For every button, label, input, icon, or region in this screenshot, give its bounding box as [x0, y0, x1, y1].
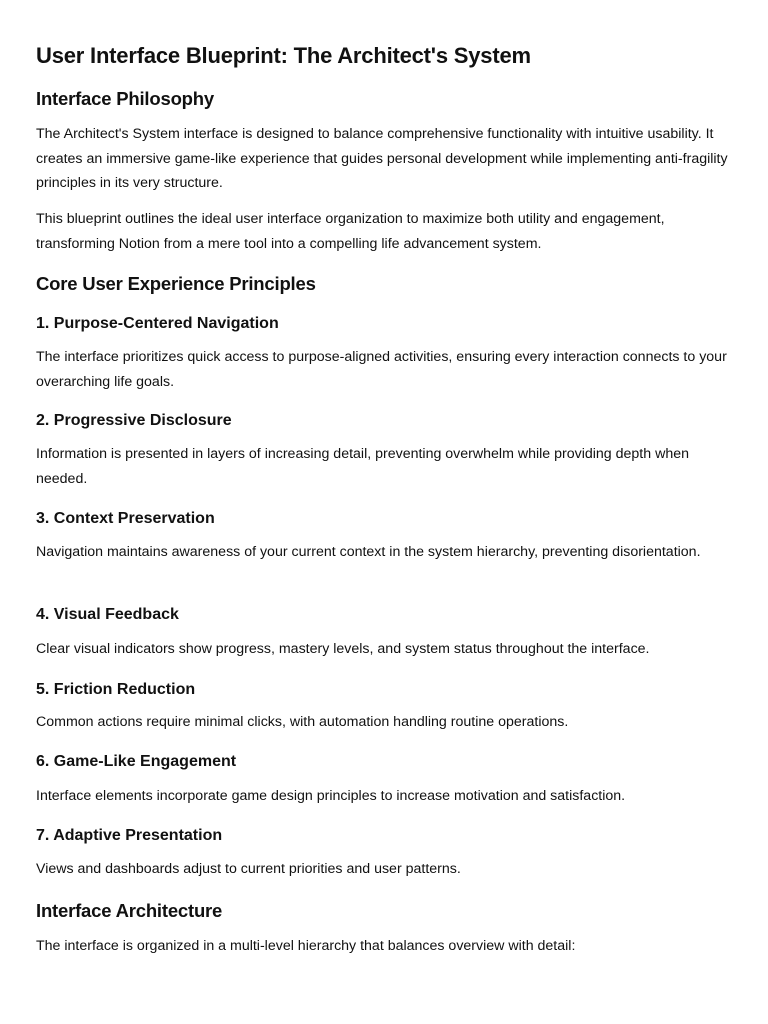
section-heading-interface-philosophy: Interface Philosophy — [36, 88, 214, 109]
principle-text-context-preservation: Navigation maintains awareness of your current context in the system hierarchy, preventing disorientation. — [36, 544, 701, 560]
principle-title-adaptive-presentation: 7. Adaptive Presentation — [36, 827, 223, 844]
principle-text-progressive-disclosure: Information is presented in layers of increasing detail, preventing overwhelm while providing depth when needed. — [36, 446, 689, 487]
principle-title-game-like-engagement: 6. Game-Like Engagement — [36, 753, 237, 770]
section-heading-interface-architecture: Interface Architecture — [36, 900, 223, 921]
principle-title-context-preservation: 3. Context Preservation — [36, 510, 215, 527]
principle-text-purpose-centered-navigation: The interface prioritizes quick access to purpose-aligned activities, ensuring every interaction connects to your overarching life goals. — [36, 349, 727, 390]
principle-title-purpose-centered-navigation: 1. Purpose-Centered Navigation — [36, 315, 279, 332]
section-heading-core-principles: Core User Experience Principles — [36, 273, 316, 294]
document-title: User Interface Blueprint: The Architect's System — [36, 43, 531, 68]
principle-title-visual-feedback: 4. Visual Feedback — [36, 606, 179, 623]
principle-text-visual-feedback: Clear visual indicators show progress, mastery levels, and system status throughout the interface. — [36, 641, 650, 657]
paragraph-philosophy-intro: The Architect's System interface is designed to balance comprehensive functionality with intuitive usability. It creates an immersive game-like experience that guides personal development while implementing anti-fragility principles in its very structure. — [36, 126, 728, 191]
paragraph-architecture-intro: The interface is organized in a multi-level hierarchy that balances overview with detail: — [36, 938, 576, 954]
principle-text-friction-reduction: Common actions require minimal clicks, with automation handling routine operations. — [36, 714, 569, 730]
principle-title-friction-reduction: 5. Friction Reduction — [36, 681, 196, 698]
principle-text-game-like-engagement: Interface elements incorporate game design principles to increase motivation and satisfaction. — [36, 788, 626, 804]
paragraph-blueprint-outline: This blueprint outlines the ideal user interface organization to maximize both utility and engagement, transforming Notion from a mere tool into a compelling life advancement system. — [36, 211, 665, 252]
principle-title-progressive-disclosure: 2. Progressive Disclosure — [36, 412, 232, 429]
principle-text-adaptive-presentation: Views and dashboards adjust to current priorities and user patterns. — [36, 861, 461, 877]
